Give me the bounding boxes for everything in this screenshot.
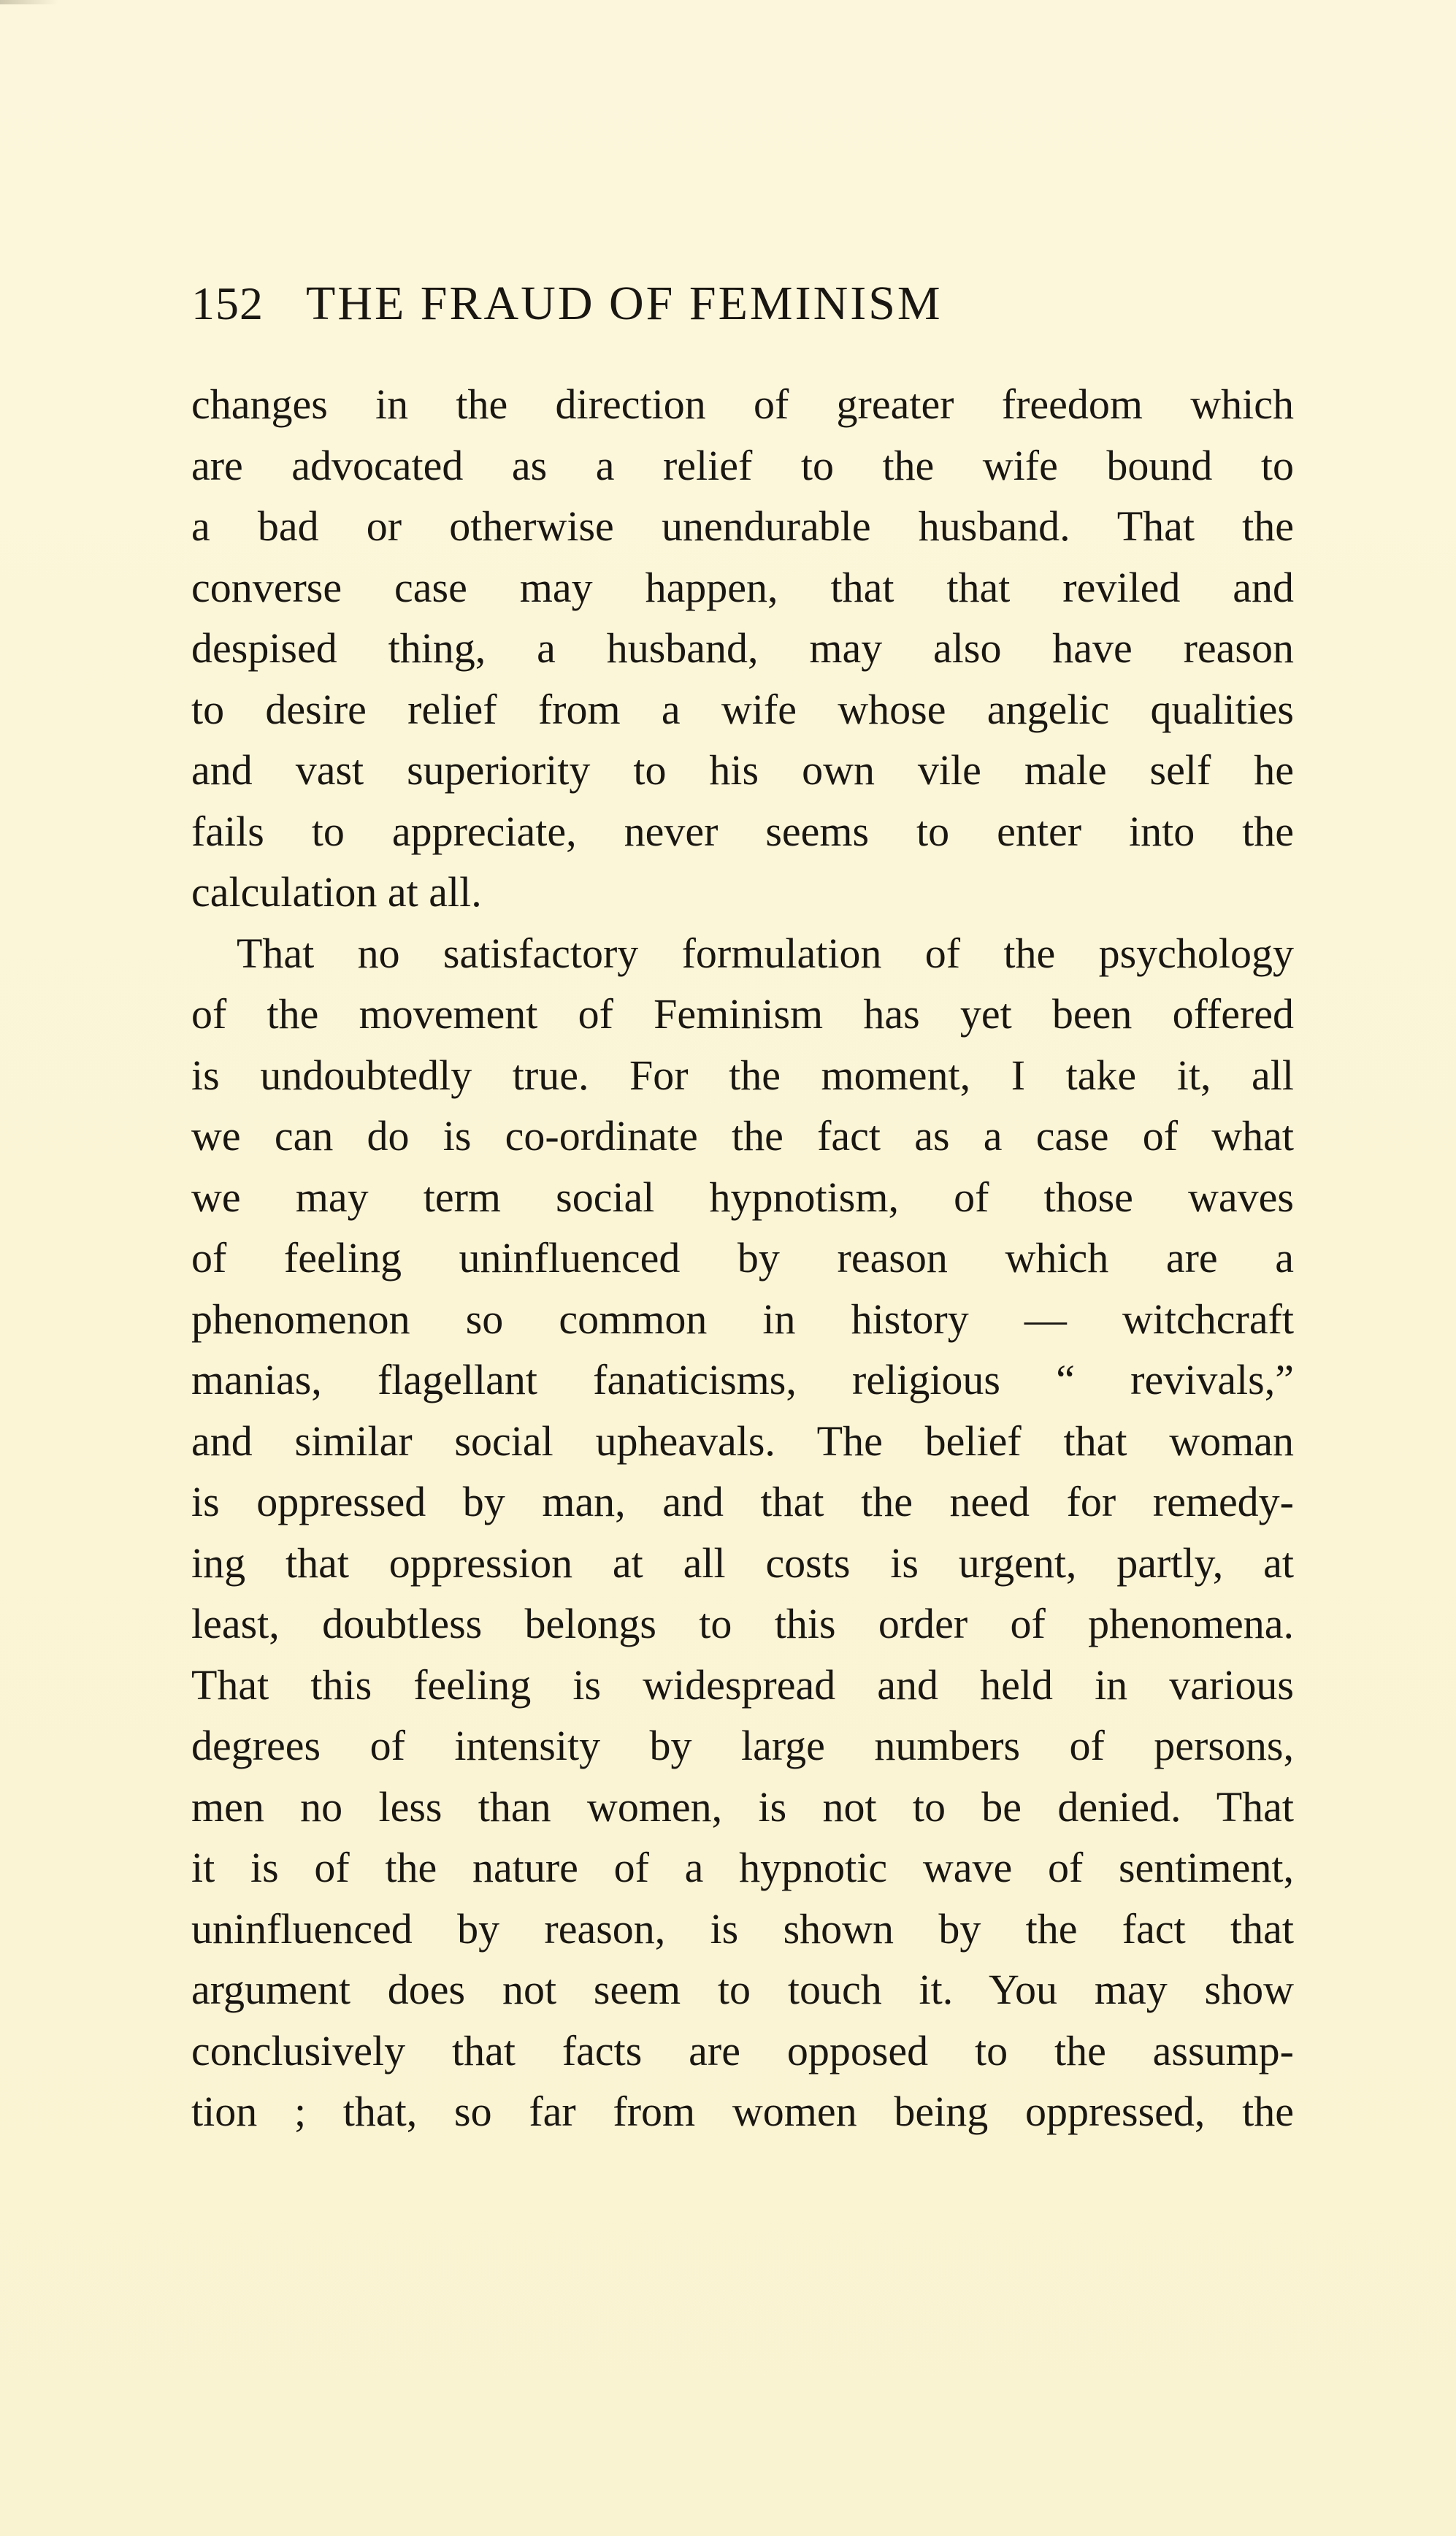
text-line: That this feeling is widespread and held in various: [191, 1660, 1294, 1709]
text-line: despised thing, a husband, may also have reason: [191, 624, 1294, 672]
text-line: it is of the nature of a hypnotic wave of sentiment,: [191, 1844, 1294, 1891]
text-line: conclusively that facts are opposed to the assump-: [191, 2026, 1294, 2075]
text-line: are advocated as a relief to the wife bound to: [191, 441, 1294, 489]
paragraph-2: [191, 923, 1294, 2142]
text-line: tion ; that, so far from women being oppressed, the: [191, 2088, 1294, 2135]
page-number: 152: [191, 277, 264, 329]
text-line: least, doubtless belongs to this order of phenomena.: [191, 1600, 1294, 1647]
text-line: we can do is co-ordinate the fact as a case of what: [191, 1112, 1294, 1160]
text-line: to desire relief from a wife whose angelic qualities: [191, 685, 1294, 733]
text-line: fails to appreciate, never seems to enter into the: [191, 807, 1294, 855]
text-line: we may term social hypnotism, of those waves: [191, 1173, 1294, 1221]
text-line: argument does not seem to touch it. You may show: [191, 1966, 1294, 2013]
text-line: of the movement of Feminism has yet been offered: [191, 990, 1294, 1038]
scan-edge-mark: [0, 0, 58, 4]
text-line: ing that oppression at all costs is urgent, partly, at: [191, 1539, 1294, 1587]
body-text: [191, 374, 1294, 2142]
text-line: That no satisfactory formulation of the psychology: [237, 929, 1294, 977]
text-line: is oppressed by man, and that the need for remedy-: [191, 1478, 1294, 1525]
text-line: calculation at all.: [191, 868, 482, 916]
text-line: converse case may happen, that that reviled and: [191, 563, 1294, 611]
text-line: manias, flagellant fanaticisms, religious “ revivals,”: [191, 1356, 1294, 1403]
text-line: of feeling uninfluenced by reason which are a: [191, 1234, 1294, 1282]
text-line: and similar social upheavals. The belief that woman: [191, 1417, 1294, 1465]
text-line: is undoubtedly true. For the moment, I take it, all: [191, 1051, 1294, 1099]
running-title: THE FRAUD OF FEMINISM: [306, 277, 943, 330]
text-line: degrees of intensity by large numbers of persons,: [191, 1722, 1294, 1769]
text-line: and vast superiority to his own vile male self he: [191, 746, 1294, 794]
text-line: uninfluenced by reason, is shown by the fact that: [191, 1904, 1294, 1953]
text-line: phenomenon so common in history — witchcraft: [191, 1295, 1294, 1343]
text-line: men no less than women, is not to be denied. That: [191, 1782, 1294, 1831]
running-header: [191, 276, 1301, 342]
paragraph-1: [191, 374, 1294, 923]
text-line: changes in the direction of greater freedom which: [191, 380, 1294, 428]
text-line: a bad or otherwise unendurable husband. That the: [191, 502, 1294, 550]
